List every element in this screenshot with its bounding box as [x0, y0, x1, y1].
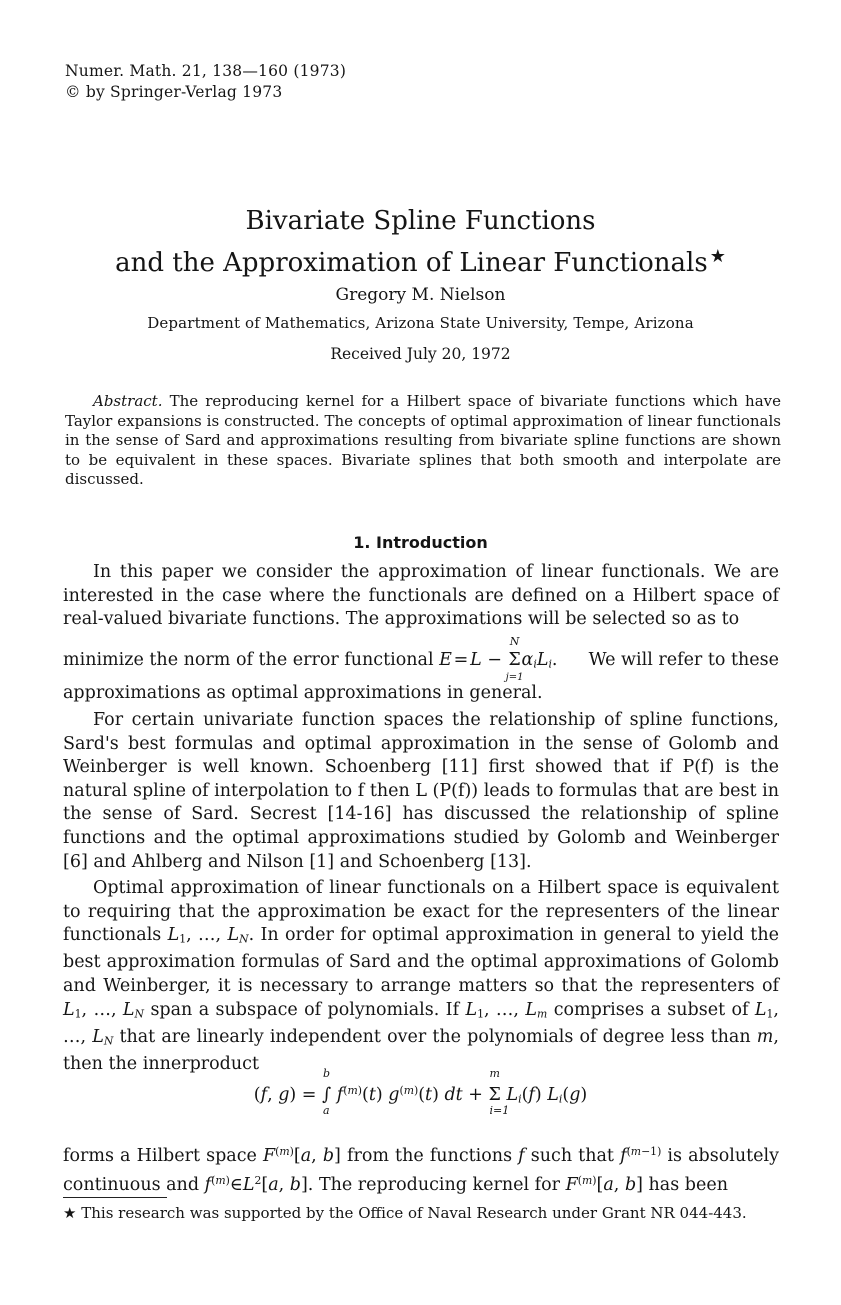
p3-text-a: Optimal approximation of linear functionals on a Hilbert space is equivalent to requiring that the approximation be exact for the representers of the linear functionals	[63, 878, 779, 946]
abstract	[65, 392, 781, 490]
footnote-star-icon: ★	[709, 246, 726, 267]
eq-lead-text: minimize the norm of the error functional	[63, 650, 434, 670]
section-heading: 1. Introduction	[353, 533, 488, 552]
title-text: and the Approximation of Linear Functionals	[115, 248, 708, 278]
abstract-text: The reproducing kernel for a Hilbert space of bivariate functions which have Taylor expansions is constructed. The concepts of optimal approximation of linear functionals in the sense of Sard and approximations resulting from bivariate spline functions are shown to be equivalent in these spaces. Bivariate splines that both smooth and interpolate are discussed.	[65, 392, 781, 488]
error-functional-line: minimize the norm of the error functional E = L − N Σ j=1 $\alpha_iL_i$. We will refer to these	[63, 635, 779, 683]
abstract-label: Abstract.	[93, 392, 163, 410]
p4-text-e: The reproducing kernel for	[318, 1174, 561, 1195]
p4-text-c: such that	[530, 1145, 614, 1166]
p4-text-a: forms a Hilbert space	[63, 1145, 257, 1166]
paper-title-line-2	[0, 239, 841, 281]
p3-text-b: In order for optimal approximation in general to yield the best approximation formulas of Sard and the optimal approximations of Golomb and Weinberger, it is necessary to arrange matters so that the representers of	[63, 925, 779, 997]
p3-text-c: span a subspace of polynomials. If	[150, 999, 460, 1020]
p4-text-d: is absolutely continuous and	[63, 1145, 779, 1195]
p3-text-f: then the innerproduct	[63, 1054, 259, 1075]
summation-sign: N Σ j=1	[505, 635, 524, 683]
affiliation: Department of Mathematics, Arizona State University, Tempe, Arizona	[147, 314, 694, 332]
intro-paragraph-2: For certain univariate function spaces the relationship of spline functions, Sard's best formulas and optimal approximation in the sense of Golomb and Weinberger is well known. Schoenberg [11] first showed that if P(f) is the natural spline of interpolation to f then L (P(f)) leads to formulas that are best in the sense of Sard. Secrest [14-16] has discussed the relationship of spline functions and the optimal approximations studied by Golomb and Weinberger [6] and Ahlberg and Nilson [1] and Schoenberg [13].	[63, 710, 779, 872]
intro-paragraph-1-end: approximations as optimal approximations in general.	[63, 683, 543, 703]
paper-title-line-1: Bivariate Spline Functions	[245, 206, 596, 236]
p4-text-b: from the functions	[346, 1145, 513, 1166]
copyright-line: © by Springer-Verlag 1973	[65, 83, 283, 101]
citation-line: Numer. Math. 21, 138—160 (1973)	[65, 62, 347, 80]
p3-text-d: comprises a subset of	[553, 999, 749, 1020]
footnote-star-icon: ★	[63, 1204, 77, 1222]
author-name: Gregory M. Nielson	[335, 285, 506, 305]
intro-paragraph-1: In this paper we consider the approximation of linear functionals. We are interested in the case where the functionals are defined on a Hilbert space of real-valued bivariate functions. The approximations will be selected so as to	[63, 562, 779, 630]
error-functional-formula: E	[439, 650, 452, 670]
footnote-text: This research was supported by the Office of Naval Research under Grant NR 044-443.	[81, 1204, 747, 1222]
inner-product-formula: (f, g) = b ∫ a $f^{(m)}(t)$ $g^{(m)}(t)$ dt + m Σ i=1 $L_i(f)$ $L_i(g)$	[253, 1066, 588, 1117]
intro-paragraph-3: Optimal approximation of linear functionals on a Hilbert space is equivalent to requiring that the approximation be exact for the representers of the linear functionals $L_1$, …, $L_N$. In order for optimal approximation in general to yield the best approximation formulas of Sard and the optimal approximations of Golomb and Weinberger, it is necessary to arrange matters so that the representers of $L_1$, …, $L_N$ span a subspace of polynomials. If $L_1$, …, $L_m$ comprises a subset of $L_1$, …, $L_N$ that are linearly independent over the polynomials of degree less than m, then the innerproduct	[63, 878, 779, 1075]
footnote-divider	[63, 1197, 167, 1198]
p4-text-f: has been	[648, 1174, 728, 1195]
eq-tail-text: We will refer to these	[588, 650, 779, 670]
received-date: Received July 20, 1972	[330, 345, 511, 363]
journal-citation	[65, 61, 346, 103]
p3-text-e: that are linearly independent over the polynomials of degree less than	[119, 1026, 751, 1047]
footnote	[63, 1203, 779, 1224]
intro-paragraph-4: forms a Hilbert space $F^{(m)}[a$, b] from the functions f such that $f^{(m-1)}$ is absolutely continuous and $f^{(m)}\in L^2[a$, b]. The reproducing kernel for $F^{(m)}[a$, b] has been	[63, 1145, 779, 1195]
